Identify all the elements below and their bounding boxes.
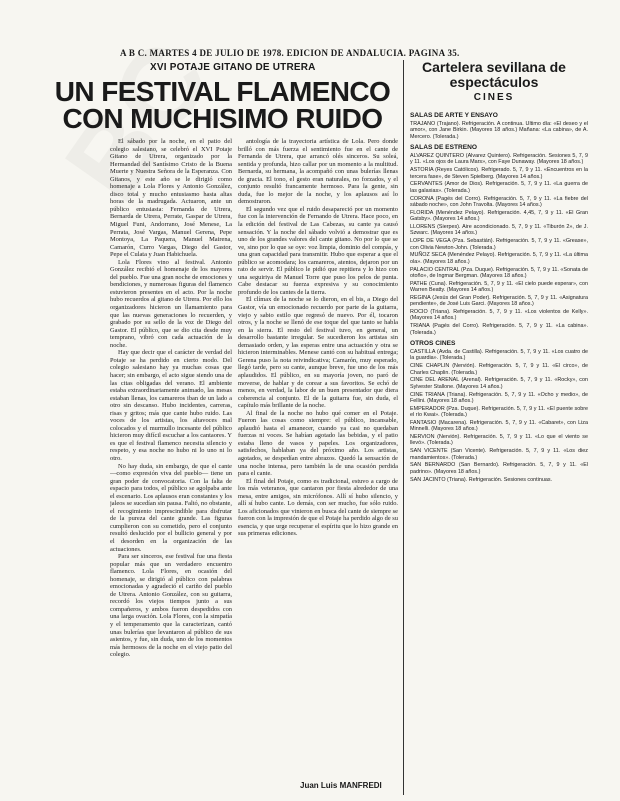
cinema-listing: FANTASIO (Macarena). Refrigeración. 5, 7, 9 y 11. «Cabaret», con Liza Minnelli. (Mayores 18 años.)	[410, 419, 588, 433]
article-paragraph: No hay duda, sin embargo, de que el cante —como expresión viva del pueblo— tiene un gran poder de convocatoria. Con la falta de espacio para todos, el público se agolpaba ante el escenario. Los aplausos eran constantes y los jaleos se sucedían sin pausa. Faltó, no obstante, el recogimiento imprescindible para disfrutar de la pureza del cante grande. Las figuras cumplieron con su cometido, pero el conjunto resultó deslucido por el bullicio general y por el desorden en la organización de las actuaciones.	[110, 462, 232, 553]
cinema-listing: EMPERADOR (Pza. Duque). Refrigeración. 5, 7, 9 y 11. «El puente sobre el río Kwai». (Tolerada.)	[410, 405, 588, 419]
cartelera-title: Cartelera sevillana de espectáculos	[422, 59, 566, 90]
cinema-listing: CINE CHAPLIN (Nervión). Refrigeración. 5, 7, 9 y 11. «El circo», de Charles Chaplin. (Tolerada.)	[410, 363, 588, 376]
cinema-listing: CASTILLA (Avda. de Castilla). Refrigeración. 5, 7, 9 y 11. «Los cuatro de la guardia». (Tolerada.)	[410, 348, 588, 362]
cinema-listing: SAN BERNARDO (San Bernardo). Refrigeración. 5, 7, 9 y 11. «El padrino». (Mayores 18 años.)	[410, 462, 588, 475]
article-paragraph: Hay que decir que el carácter de verdad del Potaje se ha perdido en cierto modo. Del colegio salesiano hay ya muchas cosas que hacer; sin embargo, el acto sigue siendo una de las citas obligadas del verano. El ambiente estaba extraordinariamente animado, las mesas estaban llenas, los camareros iban de un lado a otro sin descanso. Hubo incidentes, carreras, risas y gritos; más que cante hubo ruido. Las voces de los artistas, los altavoces mal colocados y el murmullo incesante del público hicieron muy difícil escuchar a los cantaores. Y es que el festival flamenco necesita silencio y respeto, y esa noche no hubo ni lo uno ni lo otro.	[110, 349, 232, 462]
article-signature: Juan Luis MANFREDI	[300, 781, 382, 790]
cinema-listing: CINE TRIANA (Triana). Refrigeración. 5, 7, 9 y 11. «Ocho y medio», de Fellini. (Mayores 18 años.)	[410, 391, 588, 404]
cinema-listing: TRAJANO (Trajano). Refrigeración. A continua. Ultimo día: «El deseo y el amor», con Jane Birkin. (Mayores 18 años.) Mañana: «La cabina», de A. Mercero. (Tolerada.)	[410, 121, 588, 140]
cinema-listing: SAN VICENTE (San Vicente). Refrigeración. 5, 7, 9 y 11. «Los diez mandamientos». (Tolerada.)	[410, 448, 588, 461]
cinema-listing: MUÑOZ SECA (Menéndez Pelayo). Refrigeración. 5, 7, 9 y 11. «La última ola». (Mayores 18 años.)	[410, 252, 588, 265]
article-column-2	[238, 138, 398, 793]
cinema-listing: LOPE DE VEGA (Pza. Sebastián). Refrigeración. 5, 7, 9 y 11. «Grease», con Olivia Newton-John. (Tolerada.)	[410, 238, 588, 251]
cinema-listing: CERVANTES (Amor de Dios). Refrigeración. 5, 7, 9 y 11. «La guerra de las galaxias». (Tolerada.)	[410, 181, 588, 194]
article-column-1	[110, 138, 232, 793]
cinema-listing: CORONA (Pagés del Corro). Refrigeración. 5, 7, 9 y 11. «La fiebre del sábado noche», con John Travolta. (Mayores 14 años.)	[410, 195, 588, 208]
cinema-listing: LLORENS (Sierpes). Aire acondicionado. 5, 7, 9 y 11. «Tiburón 2», de J. Szwarc. (Mayores 14 años.)	[410, 223, 588, 237]
cinema-listing: PALACIO CENTRAL (Pza. Duque). Refrigeración. 5, 7, 9 y 11. «Sonata de otoño», de Ingmar Bergman. (Mayores 18 años.)	[410, 266, 588, 279]
cinema-listing: ASTORIA (Reyes Católicos). Refrigerado. 5, 7, 9 y 11. «Encuentros en la tercera fase», de Steven Spielberg. (Mayores 14 años.)	[410, 167, 588, 180]
cinema-listing: SAN JACINTO (Triana). Refrigeración. Sesiones continuas.	[410, 476, 553, 483]
cinema-listing: NERVION (Nervión). Refrigeración. 5, 7, 9 y 11. «Lo que el viento se llevó». (Tolerada.)	[410, 434, 588, 447]
article-paragraph: Lola Flores vino al festival. Antonio González recibió el homenaje de los mayores del pueblo. Fue una gran noche de emociones y bendiciones, y numerosas figuras del flamenco estuvieron presentes en el acto. Por la noche hubo recuerdos al gitano de Utrera. Por ello los organizadores hicieron un llamamiento para que las nuevas generaciones lo recuerden, y grabado por su sello de la voz de Diego del Gastor. El público, que se dio cita desde muy temprano, vibró con cada actuación de la noche.	[110, 258, 232, 349]
article-paragraph: El clímax de la noche se lo dieron, en el bis, a Diego del Gastor, vía un emocionado recuerdo por parte de la guitarra, viejo y sabio estilo que regresó de nuevo. Por él, tocaron otros, y la noche se llenó de ese toque del que tanto se habla en la sierra. El resto del festival tuvo, en general, un desarrollo bastante irregular. Se sucedieron los artistas sin demasiado orden, y las esperas entre una actuación y otra se hicieron interminables. Menese cantó con su habitual entrega; Gerena puso la nota reivindicativa; Camarón, muy esperado, llegó tarde, pero su cante, aunque breve, fue uno de los más aplaudidos. El público, en su mayoría joven, no paró de moverse, de hablar y de corear a sus favoritos. Se echó de menos, en verdad, la labor de un buen presentador que diera coherencia al conjunto. El de la guitarra fue, sin duda, el capítulo más brillante de la noche.	[238, 296, 398, 410]
cinema-listing: ALVAREZ QUINTERO (Alvarez Quintero). Refrigeración. Sesiones 5, 7, 9 y 11. «Los ojos de Laura Mars», con Faye Dunaway. (Mayores 18 años.)	[410, 153, 588, 166]
cinema-listing: CINE DEL ARENAL (Arenal). Refrigeración. 5, 7, 9 y 11. «Rocky», con Sylvester Stallone. (Mayores 14 años.)	[410, 377, 588, 390]
column-divider	[403, 60, 404, 795]
cinema-listing: REGINA (Jesús del Gran Poder). Refrigeración. 5, 7, 9 y 11. «Asignatura pendiente», de José Luis Garci. (Mayores 18 años.)	[410, 294, 588, 308]
cinema-listing: FLORIDA (Menéndez Pelayo). Refrigeración. 4,45, 7, 9 y 11. «El Gran Gatsby». (Mayores 14 años.)	[410, 209, 588, 223]
article-paragraph: El final del Potaje, como es tradicional, estuvo a cargo de los más veteranos, que cantaron por fiesta alrededor de una mesa, entre amigos, sin micrófonos. Allí sí hubo silencio, y allí sí hubo cante. Lo demás, con ser mucho, fue sólo ruido. Los aficionados que vinieron en busca del cante de siempre se fueron con la impresión de que el Potaje ha perdido algo de su esencia, y que urge recuperar el espíritu que lo hizo grande en sus primeras ediciones.	[238, 477, 398, 538]
cinema-listing: ROCIO (Triana). Refrigeración. 5, 7, 9 y 11. «Los violentos de Kelly». (Mayores 14 años.)	[410, 309, 588, 322]
article-paragraph: El sábado por la noche, en el patio del colegio salesiano, se celebró el XVI Potaje Gitano de Utrera, organizado por la Hermandad del Santísimo Cristo de la Buena Muerte y Nuestra Señora de la Esperanza. Con Gitanos, y este año se le dirigió como homenaje a Lola Flores y Antonio González, disco total y mucho entusiasmo hasta altas horas de la madrugada. Actuaron, ante un público entusiasta: Fernanda de Utrera, Bernarda de Utrera, Perrate, Gaspar de Utrera, Miguel Funi, Andorrano, José Menese, La Perrata, José Vargas, Manuel Gerena, Pepe Montoya, La Paquera, Manuel Mairena, Camarón, Curro Vargas, Diego del Gastor, Pepe el Culata y Juan Habichuela.	[110, 138, 232, 259]
cartelera-section-heading: SALAS DE ESTRENO	[410, 144, 478, 152]
article-paragraph: Para ser sinceros, ese festival fue una fiesta popular más que un verdadero encuentro flamenco. Lola Flores, en ocasión del homenaje, se dirigió al público con palabras emocionadas y agradeció el cariño del pueblo de Utrera. Antonio González, con su guitarra, recordó los viejos tiempos junto a sus compañeros, y ambos fueron despedidos con una larga ovación. Lola Flores, con la simpatía y el temperamento que la caracterizan, cantó unas bulerías que levantaron al público de sus asientos, y fue, sin duda, uno de los momentos más hermosos de la noche en el viejo patio del colegio.	[110, 553, 232, 659]
article-kicker: XVI POTAJE GITANO DE UTRERA	[150, 62, 316, 73]
article-headline: UN FESTIVAL FLAMENCO CON MUCHISIMO RUIDO	[54, 76, 391, 134]
article-paragraph: antología de la trayectoria artística de Lola. Pero donde brilló con más fuerza el sentimiento fue en el cante de Fernanda de Utrera, que arrancó olés sinceros. Su soleá, sentida y profunda, hizo callar por un momento a la multitud. Bernarda, su hermana, la acompañó con unas bulerías llenas de gracia. El tono, el gesto eran naturales, no forzados, y el conjunto resultó francamente hermoso. Para la gente, sin duda, fue lo mejor de la noche, y los aplausos así lo demostraron.	[238, 138, 398, 206]
page-header: A B C. MARTES 4 DE JULIO DE 1978. EDICION DE ANDALUCIA. PAGINA 35.	[120, 48, 460, 58]
article-paragraph: El segundo vez que el ruido desapareció por un momento fue con la intervención de Fernando de Utrera. Hace poco, en la edición del festival de Las Cabezas, su cante ya causó sensación. Y la noche del sábado volvió a demostrar que es uno de los grandes valores del cante gitano. No por lo que se ve, sino por lo que se oye: voz limpia, dominio del compás, y una gran capacidad para transmitir. Hubo que esperar a que el público se acomodara; los camareros, atentos, dejaron por un rato de servir. El público le pidió que repitiera y lo hizo con una seguiriya de Manuel Torre que puso los pelos de punta. Cabe destacar su fuerza expresiva y su conocimiento profundo de los cantes de la tierra.	[238, 205, 398, 296]
cinema-listing: PATHE (Cuna). Refrigeración. 5, 7, 9 y 11. «El cielo puede esperar», con Warren Beatty. (Mayores 14 años.)	[410, 280, 588, 294]
cartelera-section-heading: SALAS DE ARTE Y ENSAYO	[410, 112, 498, 119]
article-paragraph: Al final de la noche no hubo qué comer en el Potaje. Fueron las cosas como siempre: el público, incansable, aplaudió hasta el amanecer, cuando ya casi no quedaban fuerzas ni voces. Se habían agotado las bebidas, y el patio estaba lleno de vasos y papeles. Los organizadores, satisfechos, hablaban ya del próximo año. Los artistas, agotados, se despedían entre abrazos. Quedó la sensación de una noche intensa, pero también la de una ocasión perdida para el cante.	[238, 409, 398, 478]
cartelera-listings	[410, 108, 588, 796]
cartelera-section-heading: OTROS CINES	[410, 339, 456, 347]
cines-heading: CINES	[473, 92, 515, 103]
cinema-listing: TRIANA (Pagés del Corro). Refrigeración. 5, 7, 9 y 11. «La cabina». (Tolerada.)	[410, 323, 588, 336]
